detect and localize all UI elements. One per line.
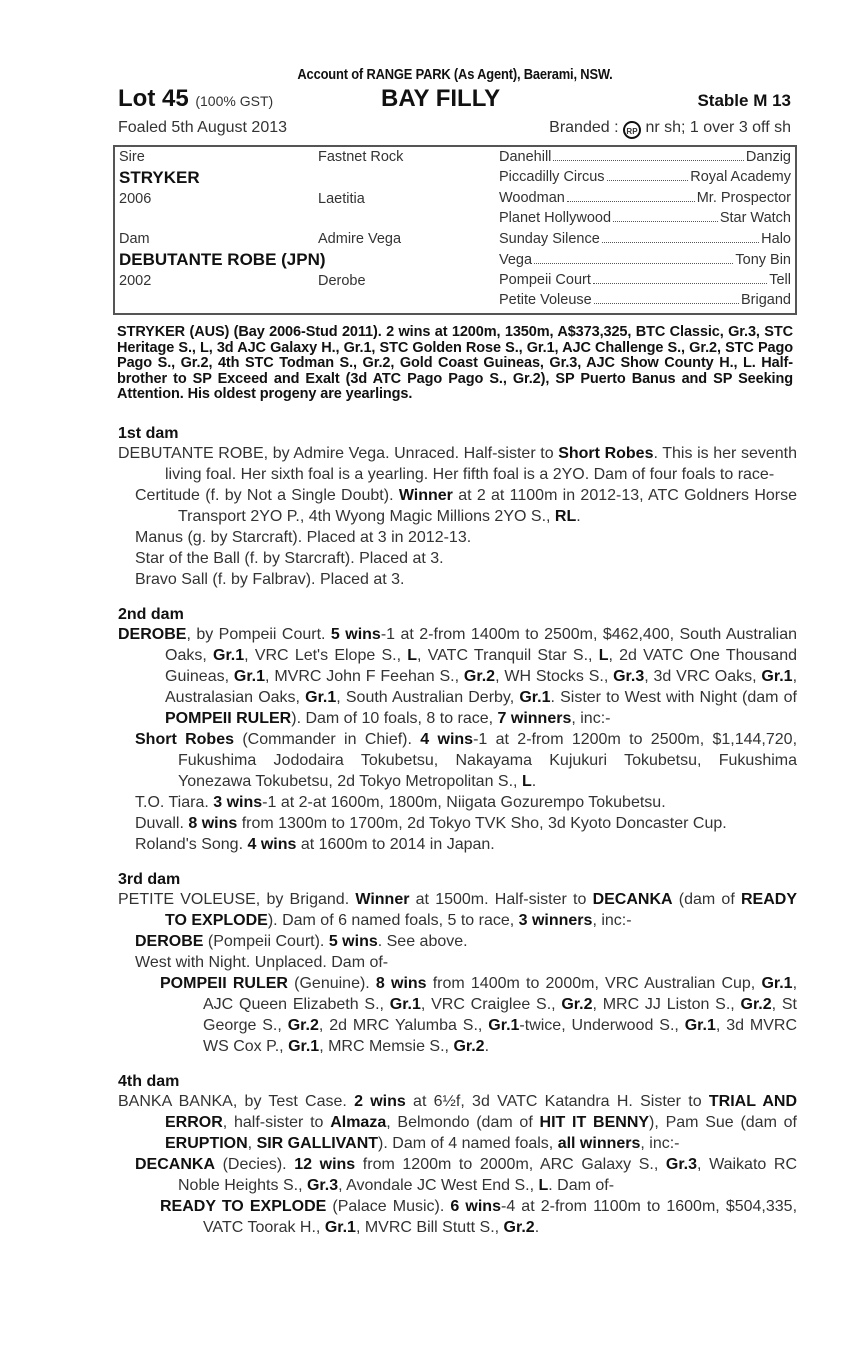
gp-name: Petite Voleuse: [499, 292, 592, 308]
grandparent-row: [499, 149, 791, 165]
gp-name: Piccadilly Circus: [499, 169, 605, 185]
section-2nd-dam: [113, 606, 797, 855]
sire-name: STRYKER: [119, 168, 200, 187]
dam-sire: Admire Vega: [318, 231, 402, 247]
dam-year: 2002: [119, 273, 152, 289]
sire-label: Sire: [119, 149, 145, 165]
gp-sire: Tony Bin: [735, 252, 791, 268]
gp-sire: Brigand: [741, 292, 791, 308]
section-1st-dam: [113, 425, 797, 590]
sire-sire: Fastnet Rock: [318, 149, 404, 165]
foal-entry: DEROBE (Pompeii Court). 5 wins. See above.: [135, 932, 468, 950]
grandparent-row: [499, 231, 791, 247]
gp-sire: Halo: [761, 231, 791, 247]
brand-info: [549, 119, 791, 139]
dam-label: Dam: [119, 231, 150, 247]
grandparent-row: [499, 252, 791, 268]
pedigree-table: [113, 145, 797, 315]
gp-name: Vega: [499, 252, 533, 268]
gp-name: Danehill: [499, 149, 552, 165]
foal-entry: T.O. Tiara. 3 wins-1 at 2-at 1600m, 1800m, Niigata Gozurempo Tokubetsu.: [135, 793, 666, 811]
grandparent-row: [499, 210, 791, 226]
grandparent-row: [499, 169, 791, 185]
grandfoal-entry: POMPEII RULER (Genuine). 8 wins from 1400m to 2000m, VRC Australian Cup, Gr.1, AJC Queen Elizabeth S., Gr.1, VRC Craiglee S., Gr.2, MRC JJ Liston S., Gr.2, St George S., Gr.2, 2d MRC Yalumba S., Gr.1-twice, Underwood S., Gr.1, 3d MVRC WS Cox P., Gr.1, MRC Memsie S., Gr.2.: [160, 974, 798, 1055]
foal-entry: Roland's Song. 4 wins at 1600m to 2014 in Japan.: [135, 835, 495, 853]
gp-sire: Star Watch: [719, 210, 791, 226]
brand-mark-icon: RP: [623, 121, 641, 139]
sire-dam: Laetitia: [318, 191, 365, 207]
gp-sire: Tell: [769, 272, 791, 288]
section-title: 1st dam: [118, 424, 179, 442]
foal-entry: Manus (g. by Starcraft). Placed at 3 in 2012-13.: [135, 528, 472, 546]
grandparent-row: [499, 292, 791, 308]
foal-entry: Bravo Sall (f. by Falbrav). Placed at 3.: [135, 570, 405, 588]
dam-paragraph: BANKA BANKA, by Test Case. 2 wins at 6½f, 3d VATC Katandra H. Sister to TRIAL AND ERROR, half-sister to Almaza, Belmondo (dam of HIT IT BENNY), Pam Sue (dam of ERUPTION, SIR GALLIVANT). Dam of 4 named foals, all winners, inc:-: [118, 1092, 798, 1152]
dam-paragraph: PETITE VOLEUSE, by Brigand. Winner at 1500m. Half-sister to DECANKA (dam of READY TO EXPLODE). Dam of 6 named foals, 5 to race, 3 winners, inc:-: [118, 890, 798, 929]
lot-label: Lot 45: [118, 85, 189, 112]
stable-number: Stable M 13: [697, 91, 791, 110]
gp-name: Planet Hollywood: [499, 210, 612, 226]
foal-entry: West with Night. Unplaced. Dam of-: [135, 953, 389, 971]
foal-entry: Star of the Ball (f. by Starcraft). Placed at 3.: [135, 549, 444, 567]
dam-paragraph: DEROBE, by Pompeii Court. 5 wins-1 at 2-from 1400m to 2500m, $462,400, South Australian Oaks, Gr.1, VRC Let's Elope S., L, VATC Tranquil Star S., L, 2d VATC One Thousand Guineas, Gr.1, MVRC John F Feehan S., Gr.2, WH Stocks S., Gr.3, 3d VRC Oaks, Gr.1, Australasian Oaks, Gr.1, South Australian Derby, Gr.1. Sister to West with Night (dam of POMPEII RULER). Dam of 10 foals, 8 to race, 7 winners, inc:-: [118, 625, 798, 727]
brand-detail: nr sh; 1 over 3 off sh: [645, 119, 791, 136]
dam-dam: Derobe: [318, 273, 366, 289]
grandparent-row: [499, 272, 791, 288]
section-title: 2nd dam: [118, 605, 184, 623]
gst-note: (100% GST): [195, 93, 274, 109]
gp-sire: Royal Academy: [690, 169, 791, 185]
foaled-date: Foaled 5th August 2013: [118, 119, 288, 136]
horse-description: BAY FILLY: [381, 85, 501, 112]
gp-name: Sunday Silence: [499, 231, 600, 247]
foal-entry: Short Robes (Commander in Chief). 4 wins-1 at 2-from 1200m to 2500m, $1,144,720, Fukushima Jododaira Tokubetsu, Nakayama Kujukuri Tokubetsu, Fukushima Yonezawa Tokubetsu, 2d Tokyo Metropolitan S., L.: [135, 730, 798, 790]
grandfoal-entry: READY TO EXPLODE (Palace Music). 6 wins-4 at 2-from 1100m to 1600m, $504,335, VATC Toorak H., Gr.1, MVRC Bill Stutt S., Gr.2.: [160, 1197, 798, 1236]
grandparent-row: [499, 190, 791, 206]
dam-paragraph: DEBUTANTE ROBE, by Admire Vega. Unraced. Half-sister to Short Robes. This is her seventh living foal. Her sixth foal is a yearling. Her fifth foal is a 2YO. Dam of four foals to race-: [118, 444, 797, 483]
lot-number: [118, 85, 273, 113]
gp-name: Woodman: [499, 190, 565, 206]
foal-entry: Duvall. 8 wins from 1300m to 1700m, 2d Tokyo TVK Sho, 3d Kyoto Doncaster Cup.: [135, 814, 727, 832]
gp-sire: Danzig: [745, 149, 791, 165]
vendor-account: Account of RANGE PARK (As Agent), Baerami, NSW.: [297, 66, 613, 83]
section-title: 3rd dam: [118, 870, 181, 888]
sire-year: 2006: [119, 191, 152, 207]
section-title: 4th dam: [118, 1072, 180, 1090]
branded-label: Branded :: [549, 119, 619, 136]
sire-summary: STRYKER (AUS) (Bay 2006-Stud 2011). 2 wins at 1200m, 1350m, A$373,325, BTC Classic, Gr.3, STC Heritage S., L, 3d AJC Galaxy H., Gr.1, STC Golden Rose S., Gr.1, AJC Challenge S., Gr.2, STC Pago Pago S., Gr.2, 4th STC Todman S., Gr.2, Gold Coast Guineas, Gr.3, AJC Show County H., L. Half-brother to SP Exceed and Exalt (3d ATC Pago Pago S., Gr.2), SP Puerto Banus and SP Seeking Attention. His oldest progeny are yearlings.: [117, 324, 793, 402]
foal-entry: DECANKA (Decies). 12 wins from 1200m to 2000m, ARC Galaxy S., Gr.3, Waikato RC Noble Heights S., Gr.3, Avondale JC West End S., L. Dam of-: [135, 1155, 797, 1194]
section-3rd-dam: [113, 871, 797, 1057]
section-4th-dam: [113, 1073, 797, 1238]
foal-entry: Certitude (f. by Not a Single Doubt). Winner at 2 at 1100m in 2012-13, ATC Goldners Horse Transport 2YO P., 4th Wyong Magic Millions 2YO S., RL.: [135, 486, 797, 525]
gp-name: Pompeii Court: [499, 272, 591, 288]
catalogue-page: [113, 60, 797, 1238]
dam-name: DEBUTANTE ROBE (JPN): [119, 250, 326, 269]
gp-sire: Mr. Prospector: [696, 190, 791, 206]
